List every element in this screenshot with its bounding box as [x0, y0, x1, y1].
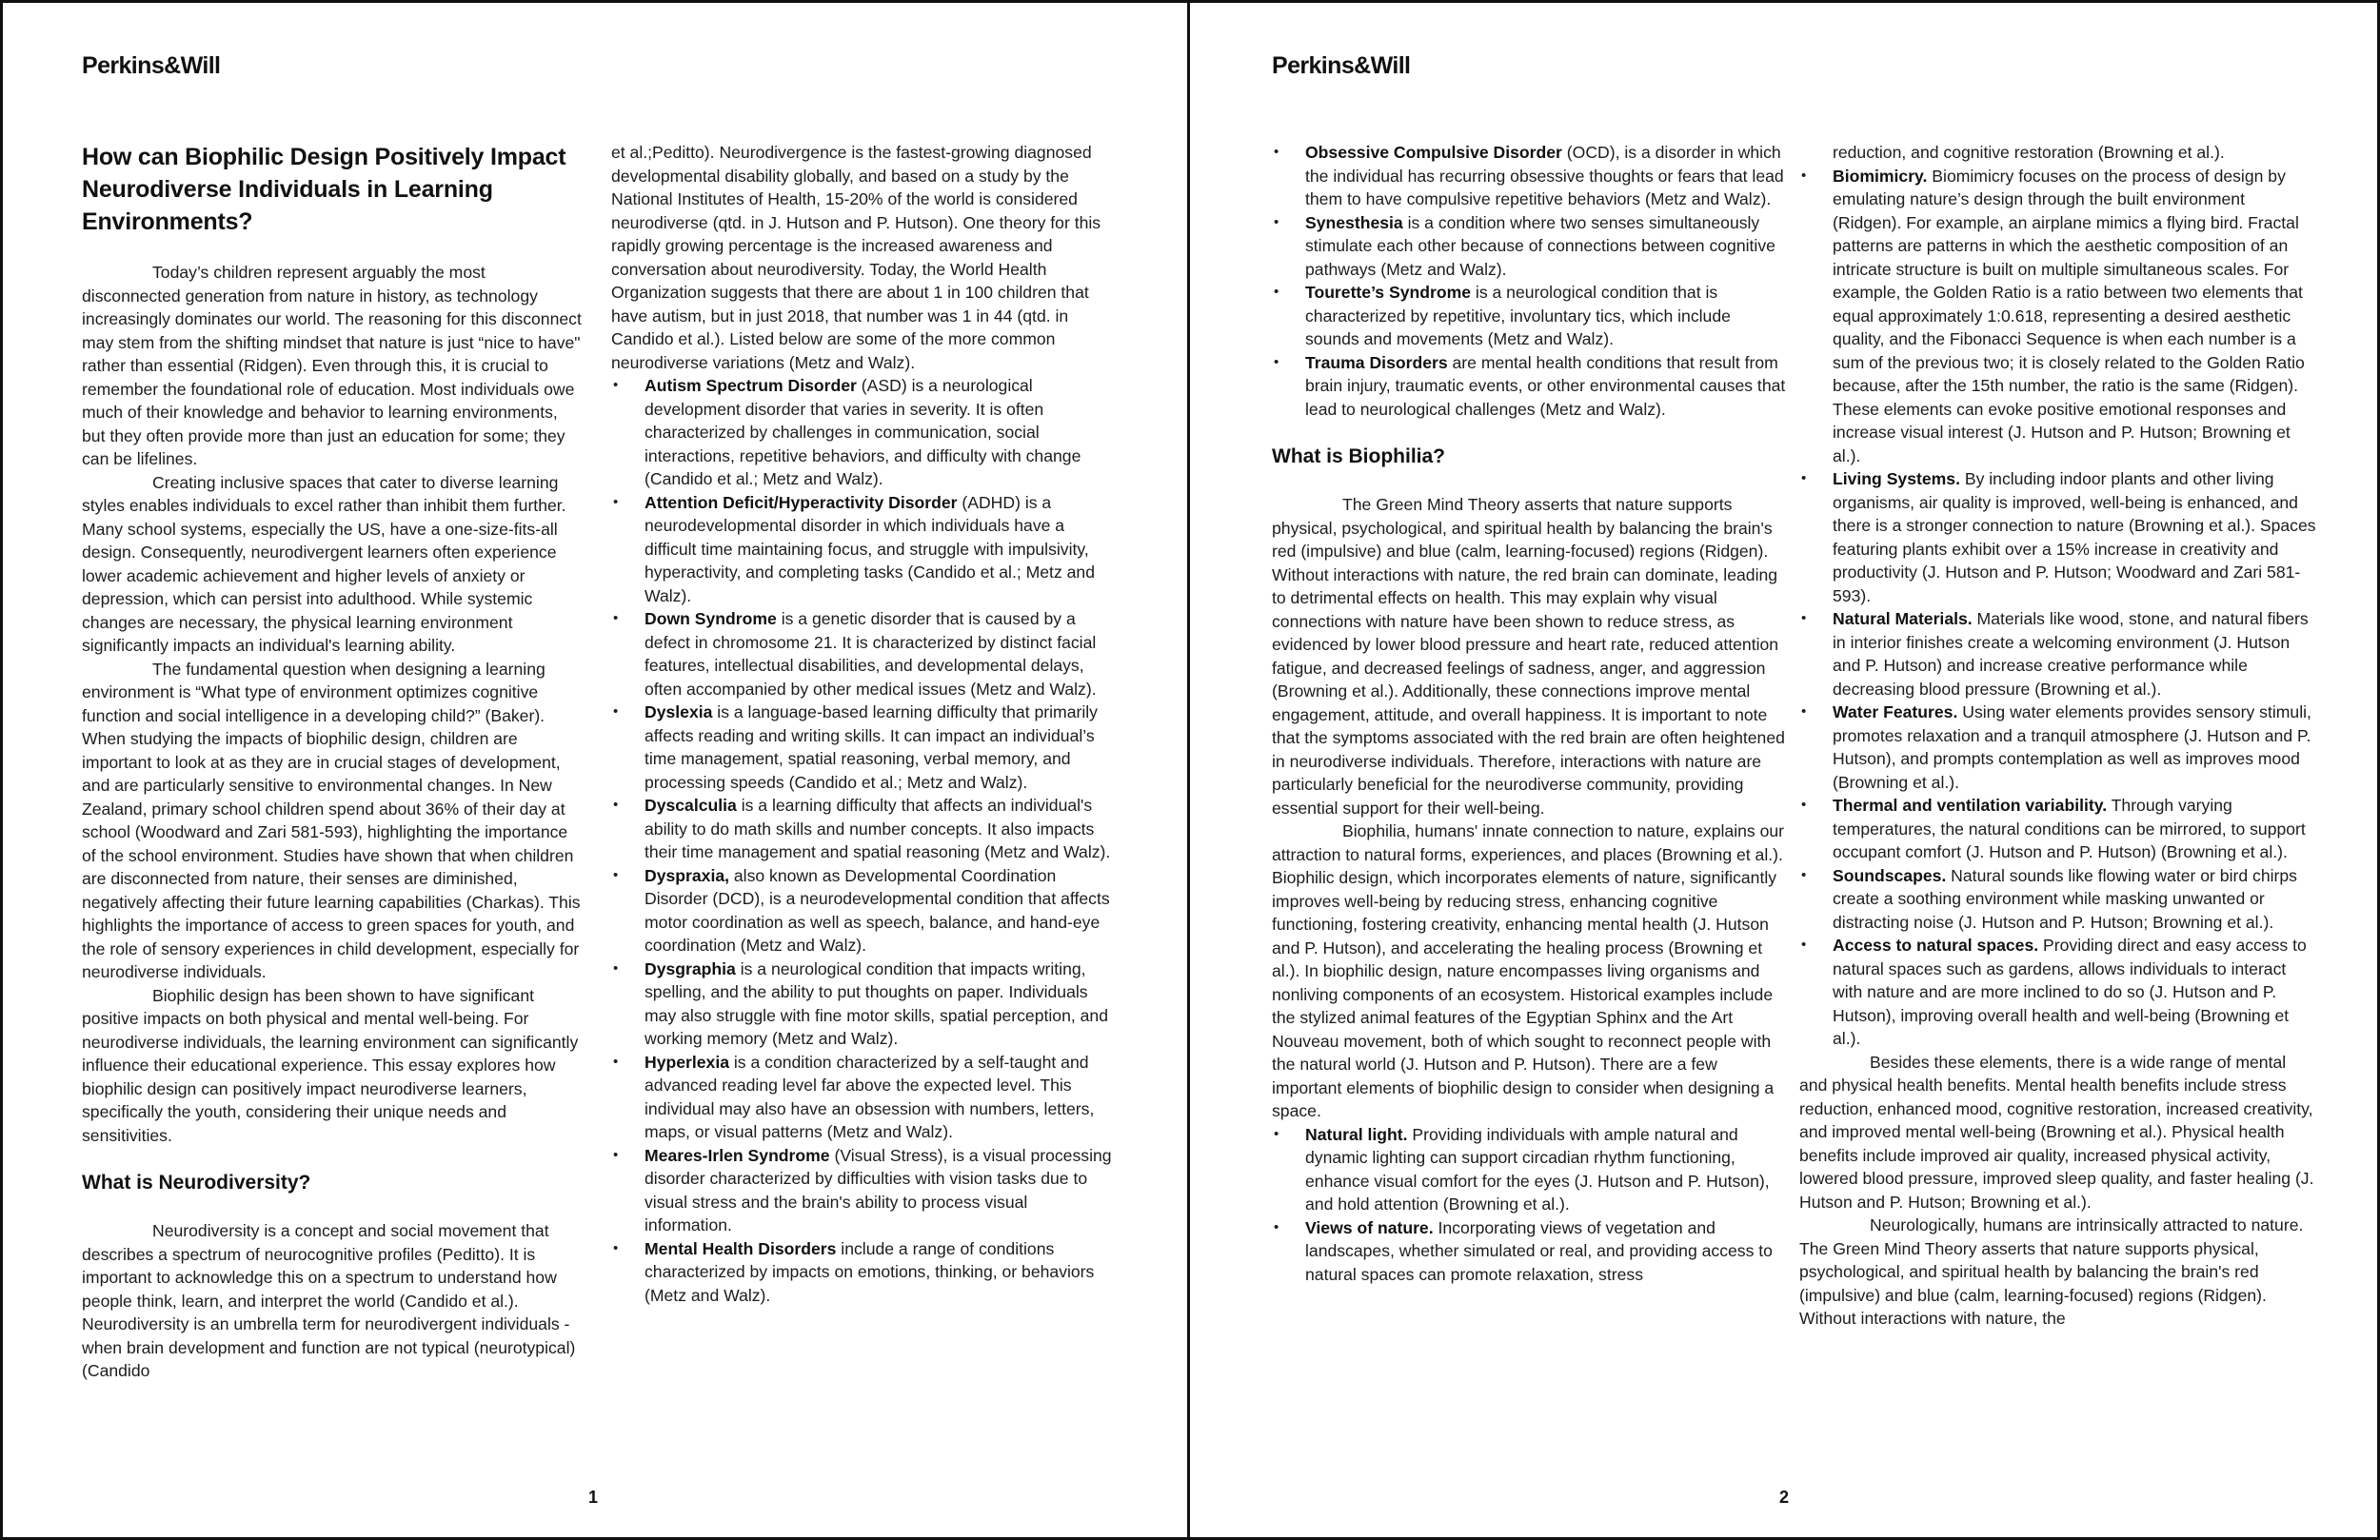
paragraph: Today’s children represent arguably the most disconnected generation from nature in history, as technology increasingly dominates our world. The reasoning for this disconnect may stem from the shifting mindset that nature is just “nice to have" rather than essential (Ridgen). Even through this, it is crucial to remember the foundational role of education. Most individuals owe much of their knowledge and behavior to learning environments, but they often provide more than just an education for some; they can be lifelines.	[82, 263, 582, 468]
page-1-column-1	[82, 141, 582, 1383]
list-item: • Obsessive Compulsive Disorder (OCD), is a disorder in which the individual has recurring obsessive thoughts or fears that lead them to have compulsive repetitive behaviors (Metz and Walz).	[1272, 141, 1786, 211]
page-1	[0, 0, 1187, 1540]
brand-logo: Perkins&Will	[1272, 52, 1411, 79]
paragraph: Besides these elements, there is a wide range of mental and physical health benefits. Mental health benefits include stress reduction, enhanced mood, cognitive restoration, increased creativity, and improved mental well-being (Browning et al.). Physical health benefits include improved air quality, increased physical activity, lowered blood pressure, improved sleep quality, and faster healing (J. Hutson and P. Hutson; Browning et al.).	[1799, 1052, 2314, 1212]
page-2-column-1	[1272, 141, 1786, 1286]
list-item: • Hyperlexia is a condition characterized by a self-taught and advanced reading level far above the expected level. This individual may also have an obsession with numbers, letters, maps, or visual patterns (Metz and Walz).	[611, 1051, 1116, 1144]
list-item: • Biomimicry. Biomimicry focuses on the process of design by emulating nature’s design through the built environment (Ridgen). For example, an airplane mimics a flying bird. Fractal patterns are patterns in which the aesthetic composition of an intricate structure is built on multiple simultaneous scales. For example, the Golden Ratio is a ratio between two elements that equal approximately 1:0.618, representing a desired aesthetic quality, and the Fibonacci Sequence is when each number is a sum of the previous two; it is closely related to the Golden Ratio because, after the 15th number, the ratio is the same (Ridgen). These elements can evoke positive emotional responses and increase visual interest (J. Hutson and P. Hutson; Browning et al.).	[1799, 165, 2318, 468]
list-item: • Dyspraxia, also known as Developmental Coordination Disorder (DCD), is a neurodevelopmental condition that affects motor coordination as well as speech, balance, and hand-eye coordination (Metz and Walz).	[611, 864, 1116, 958]
list-item: • Natural Materials. Materials like wood, stone, and natural fibers in interior finishes create a welcoming environment (J. Hutson and P. Hutson) and increase creative performance while decreasing blood pressure (Browning et al.).	[1799, 607, 2318, 701]
list-item: • Views of nature. Incorporating views of vegetation and landscapes, whether simulated or real, and providing access to natural spaces can promote relaxation, stress	[1272, 1216, 1786, 1287]
neurodiverse-variations-list	[611, 374, 1116, 1307]
list-item: • Synesthesia is a condition where two senses simultaneously stimulate each other because of connections between cognitive pathways (Metz and Walz).	[1272, 211, 1786, 282]
paragraph: Neurologically, humans are intrinsically attracted to nature. The Green Mind Theory asserts that nature supports physical, psychological, and spiritual health by balancing the brain's red (impulsive) and blue (calm, learning-focused) regions (Ridgen). Without interactions with nature, the	[1799, 1215, 2304, 1328]
page-2-column-2	[1799, 141, 2318, 1331]
paragraph: et al.;Peditto). Neurodivergence is the fastest-growing diagnosed developmental disability globally, and based on a study by the National Institutes of Health, 15-20% of the world is considered neurodiverse (qtd. in J. Hutson and P. Hutson). One theory for this rapidly growing percentage is the increased awareness and conversation about neurodiversity. Today, the World Health Organization suggests that there are about 1 in 100 children that have autism, but in just 2018, that number was 1 in 44 (qtd. in Candido et al.). Listed below are some of the more common neurodiverse variations (Metz and Walz).	[611, 143, 1101, 372]
list-item: • Dysgraphia is a neurological condition that impacts writing, spelling, and the ability to put thoughts on paper. Individuals may also struggle with fine motor skills, spatial perception, and working memory (Metz and Walz).	[611, 958, 1116, 1051]
biophilic-elements-list-continued	[1799, 165, 2318, 1051]
paragraph: Creating inclusive spaces that cater to diverse learning styles enables individuals to excel rather than inhibit them further. Many school systems, especially the US, have a one-size-fits-all design. Consequently, neurodivergent learners often experience lower academic achievement and higher levels of anxiety or depression, which can persist into adulthood. While systemic changes are necessary, the physical learning environment significantly impacts an individual's learning ability.	[82, 472, 566, 655]
page-2	[1190, 0, 2380, 1540]
list-item: • Trauma Disorders are mental health conditions that result from brain injury, traumatic events, or other environmental causes that lead to neurological challenges (Metz and Walz).	[1272, 351, 1786, 422]
document-title: How can Biophilic Design Positively Impact Neurodiverse Individuals in Learning Environments?	[82, 144, 566, 235]
list-item: • Thermal and ventilation variability. Through varying temperatures, the natural conditions can be mirrored, to support occupant comfort (J. Hutson and P. Hutson) (Browning et al.).	[1799, 794, 2318, 864]
list-item: • Soundscapes. Natural sounds like flowing water or bird chirps create a soothing environment while masking unwanted or distracting noise (J. Hutson and P. Hutson; Browning et al.).	[1799, 864, 2318, 935]
list-item-continuation: reduction, and cognitive restoration (Browning et al.).	[1833, 143, 2225, 162]
page-1-column-2	[611, 141, 1116, 1307]
list-item: • Tourette’s Syndrome is a neurological condition that is characterized by repetitive, involuntary tics, which include sounds and movements (Metz and Walz).	[1272, 281, 1786, 351]
paragraph: Neurodiversity is a concept and social movement that describes a spectrum of neurocognitive profiles (Peditto). It is important to acknowledge this on a spectrum to understand how people think, learn, and interpret the world (Candido et al.). Neurodiversity is an umbrella term for neurodivergent individuals - when brain development and function are not typical (neurotypical) (Candido	[82, 1221, 576, 1380]
paragraph: Biophilic design has been shown to have significant positive impacts on both physical and mental well-being. For neurodiverse individuals, the learning environment can significantly influence their educational experience. This essay explores how biophilic design can positively impact neurodiverse learners, specifically the youth, considering their unique needs and sensitivities.	[82, 985, 579, 1145]
list-item: • Access to natural spaces. Providing direct and easy access to natural spaces such as gardens, allows individuals to interact with nature and are more inclined to do so (J. Hutson and P. Hutson), improving overall health and well-being (Browning et al.).	[1799, 934, 2318, 1051]
list-item: • Down Syndrome is a genetic disorder that is caused by a defect in chromosome 21. It is characterized by distinct facial features, intellectual disabilities, and developmental delays, often accompanied by other medical issues (Metz and Walz).	[611, 607, 1116, 701]
neurodiverse-variations-list-continued	[1272, 141, 1786, 421]
page-number: 1	[588, 1488, 599, 1507]
list-item: • Autism Spectrum Disorder (ASD) is a neurological development disorder that varies in severity. It is often characterized by challenges in communication, social interactions, repetitive behaviors, and difficulty with change (Candido et al.; Metz and Walz).	[611, 374, 1116, 491]
list-item: • Attention Deficit/Hyperactivity Disorder (ADHD) is a neurodevelopmental disorder in which individuals have a difficult time maintaining focus, and struggle with impulsivity, hyperactivity, and completing tasks (Candido et al.; Metz and Walz).	[611, 491, 1116, 608]
paragraph: Biophilia, humans' innate connection to nature, explains our attraction to natural forms, experiences, and places (Browning et al.). Biophilic design, which incorporates elements of nature, significantly improves well-being by reducing stress, enhancing cognitive functioning, fostering creativity, enhancing mental health (J. Hutson and P. Hutson), and accelerating the healing process (Browning et al.). In biophilic design, nature encompasses living organisms and nonliving components of an ecosystem. Historical examples include the stylized animal features of the Egyptian Sphinx and the Art Nouveau movement, both of which sought to reconnect people with the natural world (J. Hutson and P. Hutson). There are a few important elements of biophilic design to consider when designing a space.	[1272, 821, 1785, 1120]
list-item: • Dyslexia is a language-based learning difficulty that primarily affects reading and writing skills. It can impact an individual’s time management, spatial reasoning, verbal memory, and processing speeds (Candido et al.; Metz and Walz).	[611, 701, 1116, 794]
list-item: • Meares-Irlen Syndrome (Visual Stress), is a visual processing disorder characterized by difficulties with vision tasks due to visual stress and the brain's ability to process visual information.	[611, 1144, 1116, 1237]
list-item: • Living Systems. By including indoor plants and other living organisms, air quality is improved, well-being is enhanced, and there is a stronger connection to nature (Browning et al.). Spaces featuring plants exhibit over a 15% increase in creativity and productivity (J. Hutson and P. Hutson; Woodward and Zari 581-593).	[1799, 467, 2318, 607]
page-number: 2	[1779, 1488, 1790, 1507]
section-heading-neurodiversity: What is Neurodiversity?	[82, 1172, 311, 1194]
section-heading-biophilia: What is Biophilia?	[1272, 445, 1445, 467]
paragraph: The fundamental question when designing a learning environment is “What type of environment optimizes cognitive function and social intelligence in a developing child?” (Baker). When studying the impacts of biophilic design, children are important to look at as they are in crucial stages of development, and are particularly sensitive to environmental changes. In New Zealand, primary school children spend about 36% of their day at school (Woodward and Zari 581-593), highlighting the importance of the school environment. Studies have shown that when children are disconnected from nature, their senses are diminished, negatively affecting their future learning capabilities (Charkas). This highlights the importance of access to green spaces for youth, and the role of sensory experiences in child development, especially for neurodiverse individuals.	[82, 659, 581, 981]
paragraph: The Green Mind Theory asserts that nature supports physical, psychological, and spiritual health by balancing the brain's red (impulsive) and blue (calm, learning-focused) regions (Ridgen). Without interactions with nature, the red brain can dominate, leading to detrimental effects on health. This may explain why visual connections with nature have been shown to reduce stress, as evidenced by lower blood pressure and heart rate, reduced attention fatigue, and decreased feelings of sadness, anger, and aggression (Browning et al.). Additionally, these connections improve mental engagement, attitude, and overall happiness. It is important to note that the symptoms associated with the red brain are often heightened in neurodiverse individuals. Therefore, interactions with nature are particularly beneficial for the neurodiverse community, providing essential support for their well-being.	[1272, 495, 1785, 818]
list-item: • Natural light. Providing individuals with ample natural and dynamic lighting can support circadian rhythm functioning, enhance visual comfort for the eyes (J. Hutson and P. Hutson), and hold attention (Browning et al.).	[1272, 1123, 1786, 1216]
list-item: • Dyscalculia is a learning difficulty that affects an individual's ability to do math skills and number concepts. It also impacts their time management and spatial reasoning (Metz and Walz).	[611, 794, 1116, 864]
list-item: • Water Features. Using water elements provides sensory stimuli, promotes relaxation and a tranquil atmosphere (J. Hutson and P. Hutson), and prompts contemplation as well as improves mood (Browning et al.).	[1799, 701, 2318, 794]
list-item: • Mental Health Disorders include a range of conditions characterized by impacts on emotions, thinking, or behaviors (Metz and Walz).	[611, 1237, 1116, 1308]
brand-logo: Perkins&Will	[82, 52, 221, 79]
biophilic-elements-list	[1272, 1123, 1786, 1287]
